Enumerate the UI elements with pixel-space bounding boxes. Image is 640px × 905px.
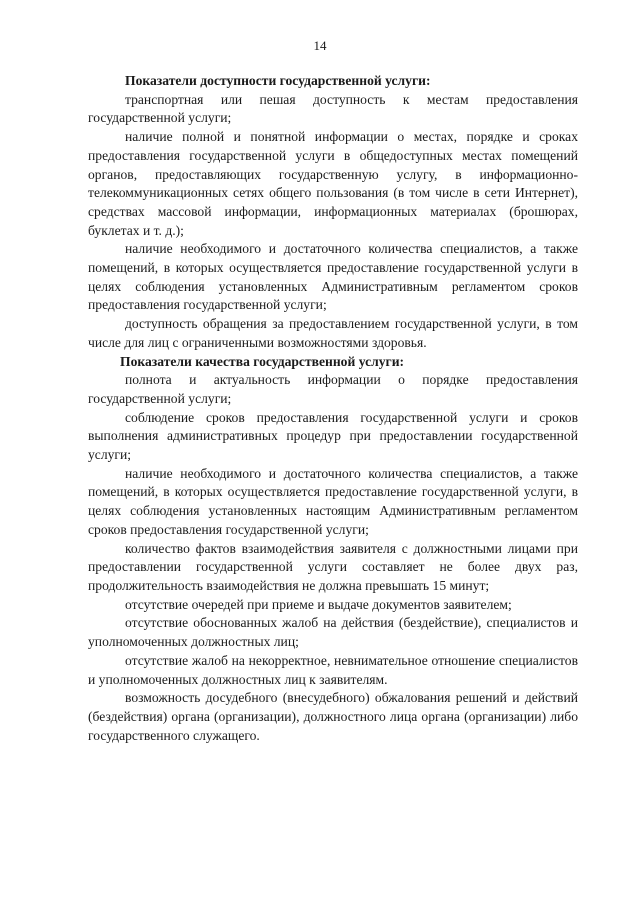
paragraph: транспортная или пешая доступность к местам предоставления государственной услуги;	[88, 91, 578, 126]
paragraph: отсутствие жалоб на некорректное, невнимательное отношение специалистов и уполномоченных должностных лиц к заявителям.	[88, 652, 578, 687]
paragraph: наличие полной и понятной информации о местах, порядке и сроках предоставления государственной услуги в общедоступных местах помещений органов, предоставляющих государственную услугу, в информационно-телекоммуникационных сетях общего пользования (в том числе в сети Интернет), средствах массовой информации, информационных материалах (брошюрах, буклетах и т. д.);	[88, 129, 578, 238]
paragraph: отсутствие очередей при приеме и выдаче документов заявителем;	[125, 596, 512, 612]
document-body	[88, 72, 578, 745]
paragraph: отсутствие обоснованных жалоб на действия (бездействие), специалистов и уполномоченных должностных лиц;	[88, 615, 578, 650]
section-heading-accessibility: Показатели доступности государственной услуги:	[125, 73, 431, 88]
paragraph: доступность обращения за предоставлением государственной услуги, в том числе для лиц с ограниченными возможностями здоровья.	[88, 316, 578, 350]
paragraph: соблюдение сроков предоставления государственной услуги и сроков выполнения административных процедур при предоставлении государственной услуги;	[88, 409, 578, 463]
paragraph: наличие необходимого и достаточного количества специалистов, а также помещений, в которых осуществляется предоставление государственной услуги, в целях соблюдения установленных настоящим Административным регламентом сроков предоставления государственной услуги;	[88, 465, 578, 537]
paragraph: полнота и актуальность информации о порядке предоставления государственной услуги;	[88, 372, 578, 406]
page-number: 14	[313, 38, 327, 53]
paragraph: наличие необходимого и достаточного количества специалистов, а также помещений, в которых осуществляется предоставление государственной услуги в целях соблюдения установленных Административным регламентом сроков предоставления государственной услуги;	[88, 241, 578, 313]
paragraph: возможность досудебного (внесудебного) обжалования решений и действий (бездействия) органа (организации), должностного лица органа (организации) либо государственного служащего.	[88, 690, 578, 743]
section-heading-quality: Показатели качества государственной услуги:	[120, 353, 405, 369]
paragraph: количество фактов взаимодействия заявителя с должностными лицами при предоставлении государственной услуги составляет не более двух раз, продолжительность взаимодействия не должна превышать 15 минут;	[88, 540, 578, 593]
